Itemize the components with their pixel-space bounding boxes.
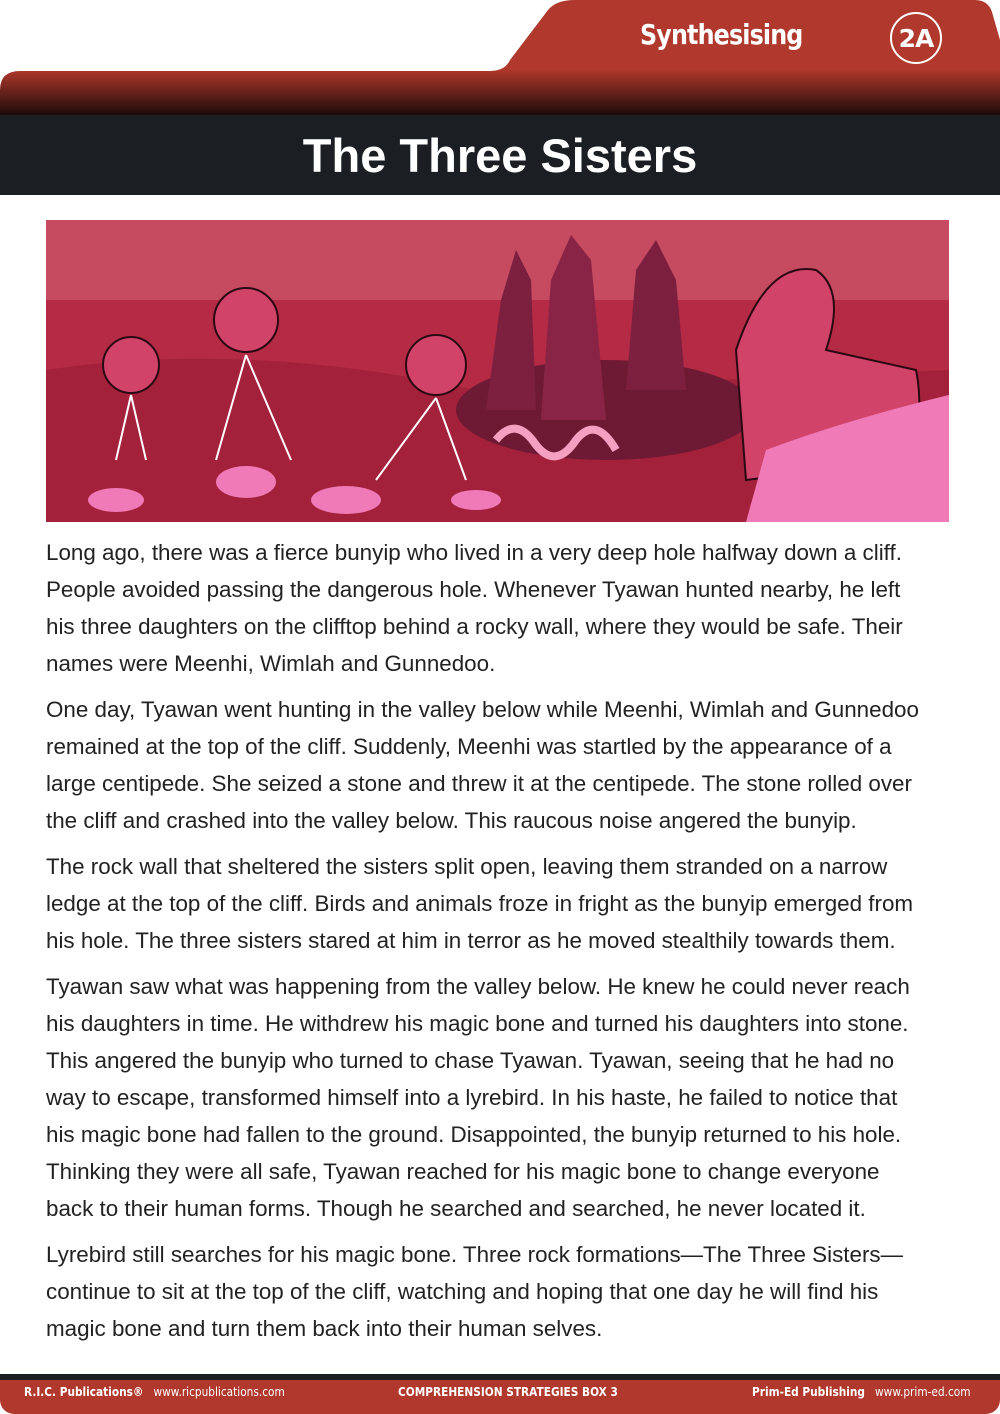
story-line: magic bone and turn them back into their human selves. — [46, 1316, 603, 1341]
story-line: This angered the bunyip who turned to chase Tyawan. Tyawan, seeing that he had no — [46, 1048, 895, 1073]
story-line: way to escape, transformed himself into a lyrebird. In his haste, he failed to notice that — [46, 1085, 898, 1110]
story-line: ledge at the top of the cliff. Birds and animals froze in fright as the bunyip emerged from — [46, 891, 914, 916]
header-tab — [0, 0, 1000, 116]
title-bar — [0, 115, 1000, 195]
story-paragraph — [46, 691, 966, 839]
publisher-url[interactable]: www.ricpublications.com — [153, 1385, 285, 1399]
section-label: Synthesising — [640, 18, 803, 51]
activity-badge: 2A — [890, 12, 942, 64]
story-line: Tyawan saw what was happening from the valley below. He knew he could never reach — [46, 974, 910, 999]
publisher-name: Prim-Ed Publishing — [752, 1385, 865, 1399]
story-line: One day, Tyawan went hunting in the valley below while Meenhi, Wimlah and Gunnedoo — [46, 697, 919, 722]
story-text — [46, 534, 966, 1356]
story-line: continue to sit at the top of the cliff, watching and hoping that one day he will find his — [46, 1279, 879, 1304]
story-line: Long ago, there was a fierce bunyip who lived in a very deep hole halfway down a cliff. — [46, 540, 902, 565]
page-title: The Three Sisters — [302, 128, 698, 182]
footer — [0, 1374, 1000, 1414]
story-line: his hole. The three sisters stared at him in terror as he moved stealthily towards them. — [46, 928, 896, 953]
story-paragraph — [46, 968, 966, 1227]
publisher-name: R.I.C. Publications® — [24, 1385, 144, 1399]
story-line: his three daughters on the clifftop behind a rocky wall, where they would be safe. Their — [46, 614, 903, 639]
story-line: Lyrebird still searches for his magic bone. Three rock formations—The Three Sisters— — [46, 1242, 903, 1267]
story-line: large centipede. She seized a stone and threw it at the centipede. The stone rolled over — [46, 771, 912, 796]
story-illustration — [46, 220, 949, 522]
story-line: Thinking they were all safe, Tyawan reached for his magic bone to change everyone — [46, 1159, 880, 1184]
story-paragraph — [46, 1236, 966, 1347]
footer-left — [24, 1385, 285, 1399]
story-paragraph — [46, 848, 966, 959]
publisher-url[interactable]: www.prim-ed.com — [875, 1385, 971, 1399]
story-line: the cliff and crashed into the valley below. This raucous noise angered the bunyip. — [46, 808, 857, 833]
story-line: his daughters in time. He withdrew his magic bone and turned his daughters into stone. — [46, 1011, 909, 1036]
footer-right — [752, 1385, 971, 1399]
story-line: People avoided passing the dangerous hole. Whenever Tyawan hunted nearby, he left — [46, 577, 901, 602]
story-line: The rock wall that sheltered the sisters split open, leaving them stranded on a narrow — [46, 854, 888, 879]
story-line: remained at the top of the cliff. Suddenly, Meenhi was startled by the appearance of a — [46, 734, 892, 759]
story-paragraph — [46, 534, 966, 682]
story-line: his magic bone had fallen to the ground. Disappointed, the bunyip returned to his hole. — [46, 1122, 902, 1147]
story-line: back to their human forms. Though he searched and searched, he never located it. — [46, 1196, 866, 1221]
story-line: names were Meenhi, Wimlah and Gunnedoo. — [46, 651, 496, 676]
footer-center: COMPREHENSION STRATEGIES BOX 3 — [398, 1385, 618, 1399]
